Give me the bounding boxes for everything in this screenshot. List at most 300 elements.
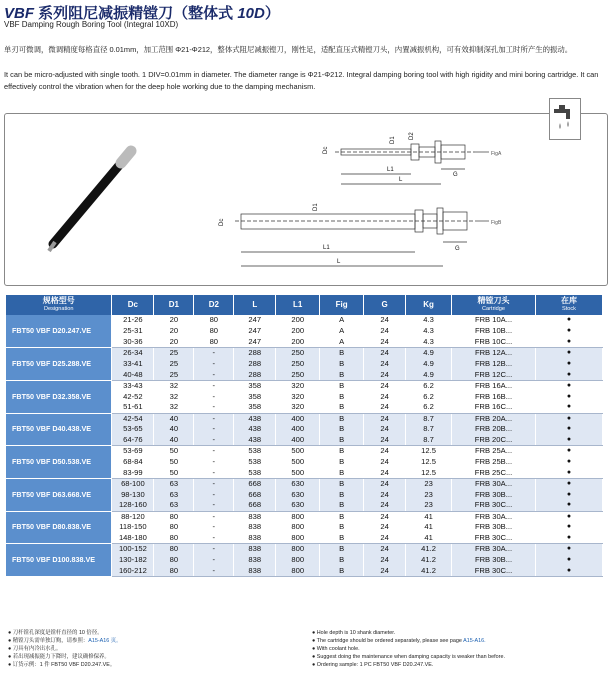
table-cell: B bbox=[320, 500, 364, 511]
table-cell: - bbox=[194, 565, 234, 576]
figb-d1-label: D1 bbox=[313, 203, 319, 211]
table-cell: 800 bbox=[276, 565, 320, 576]
table-cell: 63 bbox=[154, 489, 194, 500]
table-cell: 200 bbox=[276, 315, 320, 326]
table-cell: 24 bbox=[364, 359, 406, 370]
table-cell: FRB 20A... bbox=[452, 413, 536, 424]
table-cell: - bbox=[194, 380, 234, 391]
table-cell: 4.3 bbox=[406, 337, 452, 348]
table-cell: 6.2 bbox=[406, 380, 452, 391]
table-cell: 24 bbox=[364, 446, 406, 457]
column-header-label: D1 bbox=[168, 300, 179, 309]
table-cell: - bbox=[194, 413, 234, 424]
note-en-1-text: ● The cartridge should be ordered separately, please see page bbox=[312, 638, 464, 644]
table-cell: 80 bbox=[194, 315, 234, 326]
table-cell: 288 bbox=[234, 359, 276, 370]
table-cell: 838 bbox=[234, 522, 276, 533]
table-cell: FRB 30C... bbox=[452, 565, 536, 576]
table-cell: 50 bbox=[154, 467, 194, 478]
fig-b-drawing bbox=[235, 208, 489, 266]
table-cell: 4.9 bbox=[406, 369, 452, 380]
table-cell: B bbox=[320, 369, 364, 380]
figa-label: FigA bbox=[491, 151, 502, 157]
table-cell: FRB 16A... bbox=[452, 380, 536, 391]
table-cell: B bbox=[320, 413, 364, 424]
table-cell: 800 bbox=[276, 555, 320, 566]
table-cell: FRB 25A... bbox=[452, 446, 536, 457]
figa-d2-label: D2 bbox=[409, 132, 415, 140]
table-cell: 200 bbox=[276, 337, 320, 348]
note-cn-3: ● 若出现减振能力下降时，建议确修保养。 bbox=[8, 654, 110, 660]
table-cell: 24 bbox=[364, 457, 406, 468]
stock-indicator: ● bbox=[535, 315, 602, 326]
figb-label: FigB bbox=[491, 220, 502, 226]
table-cell: 24 bbox=[364, 533, 406, 544]
column-header bbox=[276, 295, 320, 315]
column-header-label: 精镗刀头 bbox=[477, 296, 510, 305]
figa-dc-label: Dc bbox=[323, 146, 329, 154]
table-cell: 63 bbox=[154, 500, 194, 511]
table-cell: 24 bbox=[364, 500, 406, 511]
spec-table bbox=[6, 295, 603, 577]
column-header-label: Fig bbox=[335, 300, 348, 309]
table-cell: 24 bbox=[364, 544, 406, 555]
table-cell: B bbox=[320, 533, 364, 544]
table-cell: FRB 30A... bbox=[452, 478, 536, 489]
table-cell: FRB 10C... bbox=[452, 337, 536, 348]
table-cell: - bbox=[194, 391, 234, 402]
note-cn-4: ● 订货示例：1 件 FBT50 VBF D20.247.VE。 bbox=[8, 662, 116, 668]
table-cell: 40-48 bbox=[112, 369, 154, 380]
page-subtitle: VBF Damping Rough Boring Tool (Integral 10XD) bbox=[4, 20, 179, 29]
note-en-0: ● Hole depth is 10 shank diameter. bbox=[312, 630, 396, 636]
table-cell: 24 bbox=[364, 380, 406, 391]
table-cell: FRB 20B... bbox=[452, 424, 536, 435]
table-cell: 8.7 bbox=[406, 413, 452, 424]
table-cell: B bbox=[320, 467, 364, 478]
table-cell: 41 bbox=[406, 511, 452, 522]
table-cell: 538 bbox=[234, 446, 276, 457]
table-cell: 40 bbox=[154, 413, 194, 424]
table-cell: 8.7 bbox=[406, 435, 452, 446]
table-cell: - bbox=[194, 489, 234, 500]
table-cell: 50 bbox=[154, 446, 194, 457]
stock-indicator: ● bbox=[535, 500, 602, 511]
stock-indicator: ● bbox=[535, 544, 602, 555]
table-cell: 250 bbox=[276, 369, 320, 380]
table-row bbox=[6, 446, 603, 457]
table-cell: FRB 12C... bbox=[452, 369, 536, 380]
column-header bbox=[364, 295, 406, 315]
table-cell: 24 bbox=[364, 424, 406, 435]
note-en-1 bbox=[312, 637, 505, 645]
table-cell: FRB 25C... bbox=[452, 467, 536, 478]
table-cell: 33-41 bbox=[112, 359, 154, 370]
table-cell: FRB 10B... bbox=[452, 326, 536, 337]
table-cell: 4.9 bbox=[406, 359, 452, 370]
table-cell: 358 bbox=[234, 380, 276, 391]
stock-indicator: ● bbox=[535, 467, 602, 478]
stock-indicator: ● bbox=[535, 435, 602, 446]
table-cell: FRB 30C... bbox=[452, 533, 536, 544]
table-cell: B bbox=[320, 555, 364, 566]
figb-l-label: L bbox=[337, 259, 341, 265]
table-cell: 68-100 bbox=[112, 478, 154, 489]
designation-cell: FBT50 VBF D20.247.VE bbox=[6, 315, 112, 348]
table-cell: 200 bbox=[276, 326, 320, 337]
tool-drawing-panel bbox=[4, 113, 608, 286]
notes-en bbox=[312, 629, 505, 669]
stock-indicator: ● bbox=[535, 391, 602, 402]
column-header bbox=[535, 295, 602, 315]
table-cell: FRB 16C... bbox=[452, 402, 536, 413]
table-cell: 24 bbox=[364, 522, 406, 533]
table-cell: B bbox=[320, 489, 364, 500]
table-cell: - bbox=[194, 359, 234, 370]
figa-g-label: G bbox=[453, 172, 458, 178]
table-row bbox=[6, 315, 603, 326]
table-cell: 247 bbox=[234, 315, 276, 326]
table-cell: A bbox=[320, 326, 364, 337]
table-cell: 24 bbox=[364, 555, 406, 566]
table-cell: 68-84 bbox=[112, 457, 154, 468]
stock-indicator: ● bbox=[535, 489, 602, 500]
table-cell: B bbox=[320, 457, 364, 468]
table-cell: 40 bbox=[154, 435, 194, 446]
table-cell: FRB 12A... bbox=[452, 348, 536, 359]
table-row bbox=[6, 380, 603, 391]
table-cell: 64-76 bbox=[112, 435, 154, 446]
stock-indicator: ● bbox=[535, 413, 602, 424]
table-cell: 320 bbox=[276, 402, 320, 413]
column-header-label: Dc bbox=[127, 300, 139, 309]
designation-cell: FBT50 VBF D25.288.VE bbox=[6, 348, 112, 381]
stock-indicator: ● bbox=[535, 359, 602, 370]
column-header bbox=[112, 295, 154, 315]
table-cell: 26-34 bbox=[112, 348, 154, 359]
table-cell: 250 bbox=[276, 359, 320, 370]
faucet-icon bbox=[550, 99, 580, 139]
table-cell: 668 bbox=[234, 500, 276, 511]
description-cn: 单刃可微调，微调精度每格直径 0.01mm，加工范围 Φ21-Φ212，整体式阻尼减振镗刀，刚性足，适配直压式精镗刀头，内置减振机构，可有效抑制深孔加工时所产生的振动。 bbox=[4, 45, 573, 54]
table-cell: 80 bbox=[154, 533, 194, 544]
designation-cell: FBT50 VBF D40.438.VE bbox=[6, 413, 112, 446]
table-cell: 800 bbox=[276, 511, 320, 522]
table-cell: 668 bbox=[234, 478, 276, 489]
table-cell: - bbox=[194, 402, 234, 413]
table-cell: 25-31 bbox=[112, 326, 154, 337]
column-header bbox=[6, 295, 112, 315]
table-cell: FRB 16B... bbox=[452, 391, 536, 402]
table-cell: FRB 30B... bbox=[452, 489, 536, 500]
note-cn-2: ● 刀具有内冷出水孔。 bbox=[8, 646, 62, 652]
table-cell: 160-212 bbox=[112, 565, 154, 576]
table-cell: 438 bbox=[234, 413, 276, 424]
table-cell: 538 bbox=[234, 467, 276, 478]
fig-a-drawing bbox=[335, 141, 489, 184]
table-cell: 250 bbox=[276, 348, 320, 359]
table-cell: 80 bbox=[154, 544, 194, 555]
table-cell: B bbox=[320, 424, 364, 435]
table-cell: 53-65 bbox=[112, 424, 154, 435]
table-cell: 53-69 bbox=[112, 446, 154, 457]
figb-dc-label: Dc bbox=[219, 218, 225, 226]
table-cell: 63 bbox=[154, 478, 194, 489]
table-cell: - bbox=[194, 348, 234, 359]
note-en-3: ● Suggest doing the maintenance when damping capacity is weaker than before. bbox=[312, 654, 505, 660]
table-cell: - bbox=[194, 555, 234, 566]
column-header-label: 规格型号 bbox=[42, 296, 75, 305]
table-cell: - bbox=[194, 369, 234, 380]
stock-indicator: ● bbox=[535, 369, 602, 380]
column-header-label: G bbox=[381, 300, 388, 309]
table-cell: 24 bbox=[364, 467, 406, 478]
table-cell: - bbox=[194, 533, 234, 544]
column-header bbox=[320, 295, 364, 315]
designation-cell: FBT50 VBF D80.838.VE bbox=[6, 511, 112, 544]
table-cell: 4.3 bbox=[406, 326, 452, 337]
table-cell: B bbox=[320, 565, 364, 576]
designation-cell: FBT50 VBF D63.668.VE bbox=[6, 478, 112, 511]
table-cell: B bbox=[320, 402, 364, 413]
table-cell: 358 bbox=[234, 402, 276, 413]
table-cell: 538 bbox=[234, 457, 276, 468]
stock-indicator: ● bbox=[535, 326, 602, 337]
table-cell: B bbox=[320, 391, 364, 402]
table-cell: 80 bbox=[154, 555, 194, 566]
table-cell: 400 bbox=[276, 424, 320, 435]
table-cell: FRB 25B... bbox=[452, 457, 536, 468]
column-header-sublabel: Designation bbox=[43, 306, 74, 312]
table-cell: 320 bbox=[276, 391, 320, 402]
table-cell: 320 bbox=[276, 380, 320, 391]
table-cell: FRB 30B... bbox=[452, 522, 536, 533]
table-row bbox=[6, 511, 603, 522]
table-cell: 24 bbox=[364, 489, 406, 500]
table-cell: 80 bbox=[154, 522, 194, 533]
note-en-2: ● With coolant hole. bbox=[312, 646, 360, 652]
designation-cell: FBT50 VBF D100.838.VE bbox=[6, 544, 112, 577]
table-cell: FRB 12B... bbox=[452, 359, 536, 370]
stock-indicator: ● bbox=[535, 402, 602, 413]
table-cell: 80 bbox=[154, 511, 194, 522]
stock-indicator: ● bbox=[535, 511, 602, 522]
table-cell: 50 bbox=[154, 457, 194, 468]
table-cell: 100-152 bbox=[112, 544, 154, 555]
table-cell: 41 bbox=[406, 522, 452, 533]
table-cell: FRB 30C... bbox=[452, 500, 536, 511]
table-cell: 400 bbox=[276, 413, 320, 424]
table-header-row bbox=[6, 295, 603, 315]
stock-indicator: ● bbox=[535, 457, 602, 468]
table-cell: - bbox=[194, 500, 234, 511]
table-cell: 838 bbox=[234, 555, 276, 566]
table-cell: 24 bbox=[364, 348, 406, 359]
table-cell: 24 bbox=[364, 435, 406, 446]
table-cell: 23 bbox=[406, 478, 452, 489]
table-cell: 8.7 bbox=[406, 424, 452, 435]
table-cell: 42-54 bbox=[112, 413, 154, 424]
table-cell: 288 bbox=[234, 369, 276, 380]
designation-cell: FBT50 VBF D32.358.VE bbox=[6, 380, 112, 413]
column-header bbox=[452, 295, 536, 315]
table-cell: B bbox=[320, 359, 364, 370]
table-cell: 247 bbox=[234, 326, 276, 337]
figa-l-label: L bbox=[399, 177, 403, 183]
table-cell: 838 bbox=[234, 511, 276, 522]
table-cell: 24 bbox=[364, 413, 406, 424]
table-cell: 51-61 bbox=[112, 402, 154, 413]
description-en: It can be micro-adjusted with single tooth. 1 DIV=0.01mm in diameter. The diameter range is Φ21-Φ212. Integral damping boring tool with high rigidity and mini boring cartridge. It can effectively control the vibration when for the deep hole working due to the damping mechanism. bbox=[4, 70, 599, 91]
table-cell: 800 bbox=[276, 544, 320, 555]
stock-indicator: ● bbox=[535, 522, 602, 533]
stock-indicator: ● bbox=[535, 380, 602, 391]
table-cell: A bbox=[320, 315, 364, 326]
column-header-label: 在库 bbox=[560, 296, 577, 305]
table-cell: 288 bbox=[234, 348, 276, 359]
table-cell: B bbox=[320, 348, 364, 359]
table-cell: 20 bbox=[154, 326, 194, 337]
table-cell: B bbox=[320, 478, 364, 489]
figb-g-label: G bbox=[455, 246, 460, 252]
table-cell: - bbox=[194, 424, 234, 435]
table-cell: - bbox=[194, 478, 234, 489]
tool-drawing bbox=[5, 114, 609, 287]
table-cell: 838 bbox=[234, 544, 276, 555]
coolant-icon bbox=[549, 98, 581, 140]
table-cell: 30-36 bbox=[112, 337, 154, 348]
table-cell: 88-120 bbox=[112, 511, 154, 522]
table-cell: 400 bbox=[276, 435, 320, 446]
table-cell: B bbox=[320, 511, 364, 522]
table-cell: B bbox=[320, 446, 364, 457]
column-header bbox=[154, 295, 194, 315]
table-cell: 41.2 bbox=[406, 565, 452, 576]
table-cell: 25 bbox=[154, 359, 194, 370]
note-cn-0: ● 刀杆镗孔深度是镗杆直径的 10 倍径。 bbox=[8, 630, 103, 636]
table-cell: 21-26 bbox=[112, 315, 154, 326]
stock-indicator: ● bbox=[535, 565, 602, 576]
stock-indicator: ● bbox=[535, 555, 602, 566]
boring-bar-photo bbox=[49, 151, 131, 251]
table-cell: 20 bbox=[154, 337, 194, 348]
table-cell: 438 bbox=[234, 424, 276, 435]
table-cell: 500 bbox=[276, 467, 320, 478]
table-cell: 6.2 bbox=[406, 402, 452, 413]
note-en-4: ● Ordering sample: 1 PC FBT50 VBF D20.247.VE. bbox=[312, 662, 434, 668]
table-cell: 4.9 bbox=[406, 348, 452, 359]
table-row bbox=[6, 413, 603, 424]
table-cell: 6.2 bbox=[406, 391, 452, 402]
table-cell: FRB 20C... bbox=[452, 435, 536, 446]
table-cell: 23 bbox=[406, 500, 452, 511]
table-cell: B bbox=[320, 435, 364, 446]
column-header-label: L bbox=[252, 300, 258, 309]
table-cell: 24 bbox=[364, 402, 406, 413]
table-cell: 118-150 bbox=[112, 522, 154, 533]
column-header bbox=[234, 295, 276, 315]
note-cn-page-link[interactable]: A15-A16 页。 bbox=[88, 638, 122, 644]
table-cell: A bbox=[320, 337, 364, 348]
figb-l1-label: L1 bbox=[323, 245, 330, 251]
table-cell: - bbox=[194, 435, 234, 446]
table-row bbox=[6, 348, 603, 359]
table-cell: B bbox=[320, 544, 364, 555]
column-header bbox=[406, 295, 452, 315]
note-en-page-link[interactable]: A15-A16. bbox=[463, 638, 486, 644]
stock-indicator: ● bbox=[535, 348, 602, 359]
table-cell: - bbox=[194, 522, 234, 533]
page-title: VBF 系列阻尼减振精镗刀（整体式 10D） bbox=[4, 5, 280, 22]
table-cell: - bbox=[194, 446, 234, 457]
table-cell: 25 bbox=[154, 348, 194, 359]
table-cell: 32 bbox=[154, 391, 194, 402]
table-cell: FRB 30B... bbox=[452, 555, 536, 566]
table-cell: 438 bbox=[234, 435, 276, 446]
table-cell: 24 bbox=[364, 369, 406, 380]
table-cell: 24 bbox=[364, 391, 406, 402]
table-cell: B bbox=[320, 380, 364, 391]
table-cell: 668 bbox=[234, 489, 276, 500]
table-cell: FRB 30A... bbox=[452, 511, 536, 522]
column-header-label: D2 bbox=[208, 300, 219, 309]
table-cell: - bbox=[194, 511, 234, 522]
table-cell: 12.5 bbox=[406, 446, 452, 457]
table-cell: 500 bbox=[276, 446, 320, 457]
table-row bbox=[6, 478, 603, 489]
table-cell: 12.5 bbox=[406, 457, 452, 468]
table-cell: 80 bbox=[154, 565, 194, 576]
table-cell: 41 bbox=[406, 533, 452, 544]
table-cell: 80 bbox=[194, 337, 234, 348]
stock-indicator: ● bbox=[535, 337, 602, 348]
table-cell: 32 bbox=[154, 380, 194, 391]
table-cell: FRB 30A... bbox=[452, 544, 536, 555]
table-cell: - bbox=[194, 544, 234, 555]
column-header-label: L1 bbox=[293, 300, 303, 309]
table-cell: 630 bbox=[276, 478, 320, 489]
table-cell: 12.5 bbox=[406, 467, 452, 478]
table-cell: 33-43 bbox=[112, 380, 154, 391]
figa-l1-label: L1 bbox=[387, 167, 394, 173]
column-header-sublabel: Cartridge bbox=[482, 306, 506, 312]
table-cell: 247 bbox=[234, 337, 276, 348]
table-cell: 24 bbox=[364, 337, 406, 348]
table-cell: 358 bbox=[234, 391, 276, 402]
table-cell: 500 bbox=[276, 457, 320, 468]
figa-d1-label: D1 bbox=[390, 136, 396, 144]
stock-indicator: ● bbox=[535, 478, 602, 489]
table-cell: 630 bbox=[276, 489, 320, 500]
table-cell: 838 bbox=[234, 533, 276, 544]
table-cell: 24 bbox=[364, 478, 406, 489]
table-cell: FRB 10A... bbox=[452, 315, 536, 326]
table-cell: 24 bbox=[364, 565, 406, 576]
note-cn-1 bbox=[8, 637, 122, 645]
table-cell: - bbox=[194, 467, 234, 478]
table-cell: 148-180 bbox=[112, 533, 154, 544]
table-cell: 42-52 bbox=[112, 391, 154, 402]
stock-indicator: ● bbox=[535, 533, 602, 544]
table-cell: 800 bbox=[276, 533, 320, 544]
designation-cell: FBT50 VBF D50.538.VE bbox=[6, 446, 112, 479]
table-cell: B bbox=[320, 522, 364, 533]
stock-indicator: ● bbox=[535, 446, 602, 457]
column-header-sublabel: Stock bbox=[561, 306, 576, 312]
table-cell: 128-160 bbox=[112, 500, 154, 511]
table-cell: 4.3 bbox=[406, 315, 452, 326]
table-row bbox=[6, 544, 603, 555]
